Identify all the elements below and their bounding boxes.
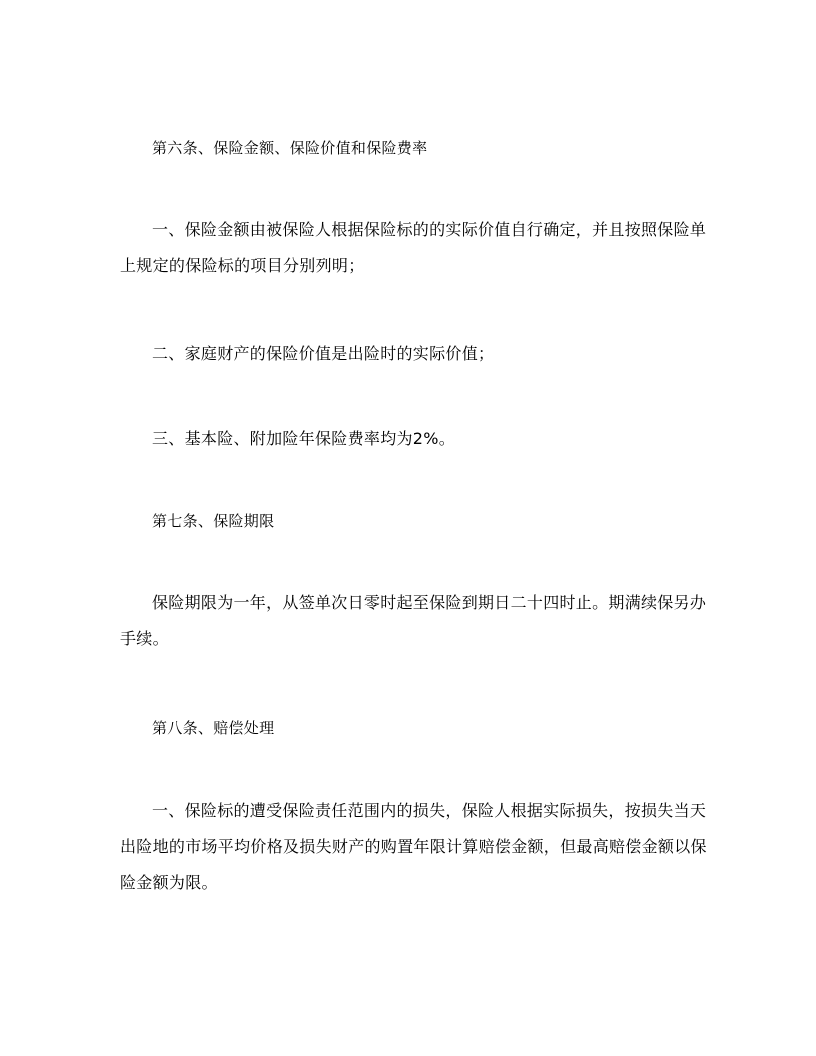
article-8-heading: 第八条、赔偿处理 [152,719,275,737]
article-8-item-1: 一、保险标的遭受保险责任范围内的损失，保险人根据实际损失，按损失当天出险地的市场平均价格及损失财产的购置年限计算赔偿金额，但最高赔偿金额以保险金额为限。 [120,801,707,892]
article-6-item-1: 一、保险金额由被保险人根据保险标的的实际价值自行确定，并且按照保险单上规定的保险标的项目分别列明； [120,220,707,275]
article-6-item-2: 二、家庭财产的保险价值是出险时的实际价值； [152,344,495,363]
article-6-heading: 第六条、保险金额、保险价值和保险费率 [152,139,428,157]
article-6-item-3: 三、基本险、附加险年保险费率均为2%。 [152,429,456,448]
article-7-body: 保险期限为一年，从签单次日零时起至保险到期日二十四时止。期满续保另办手续。 [120,593,707,648]
article-7-heading: 第七条、保险期限 [152,512,275,530]
